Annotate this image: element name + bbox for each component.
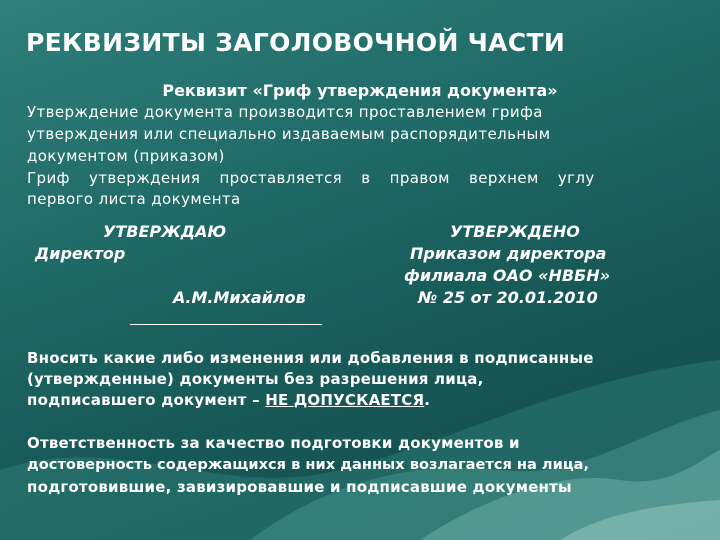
stamp-right-line-3: № 25 от 20.01.2010 <box>418 288 598 307</box>
intro-line-2: утверждения или специально издаваемым распорядительным <box>27 125 551 143</box>
responsibility-line-2: достоверность содержащихся в них данных возлагается на лица, <box>27 456 590 473</box>
stamp-right-line-1: Приказом директора <box>410 244 607 263</box>
rule-line-3-suffix: . <box>424 391 431 409</box>
rule-line-1: Вносить какие либо изменения или добавления в подписанные <box>27 349 594 367</box>
slide-title: РЕКВИЗИТЫ ЗАГОЛОВОЧНОЙ ЧАСТИ <box>26 28 566 57</box>
intro-line-5: первого листа документа <box>27 190 241 208</box>
rule-line-2: (утвержденные) документы без разрешения лица, <box>27 370 484 388</box>
stamp-left-name: А.М.Михайлов <box>173 288 306 307</box>
stamp-left-heading: УТВЕРЖДАЮ <box>103 222 227 241</box>
intro-line-4: Гриф утверждения проставляется в правом верхнем углу <box>27 169 595 187</box>
stamp-right-heading: УТВЕРЖДЕНО <box>450 222 580 241</box>
responsibility-line-3: подготовившие, завизировавшие и подписавшие документы <box>27 478 572 496</box>
intro-line-1 <box>27 103 689 121</box>
intro-text-1: Утверждение документа производится проставлением грифа <box>27 103 543 121</box>
stamp-right-line-2: филиала ОАО «НВБН» <box>404 266 611 285</box>
intro-line-3: документом (приказом) <box>27 147 225 165</box>
rule-line-3-prefix: подписавшего документ – <box>27 391 266 409</box>
rule-line-3 <box>27 391 430 409</box>
responsibility-line-1: Ответственность за качество подготовки документов и <box>27 434 520 452</box>
stamp-left-position: Директор <box>35 244 126 263</box>
signature-line <box>130 324 322 325</box>
slide-subtitle: Реквизит «Гриф утверждения документа» <box>162 81 558 100</box>
rule-emphasis: НЕ ДОПУСКАЕТСЯ <box>265 391 425 409</box>
